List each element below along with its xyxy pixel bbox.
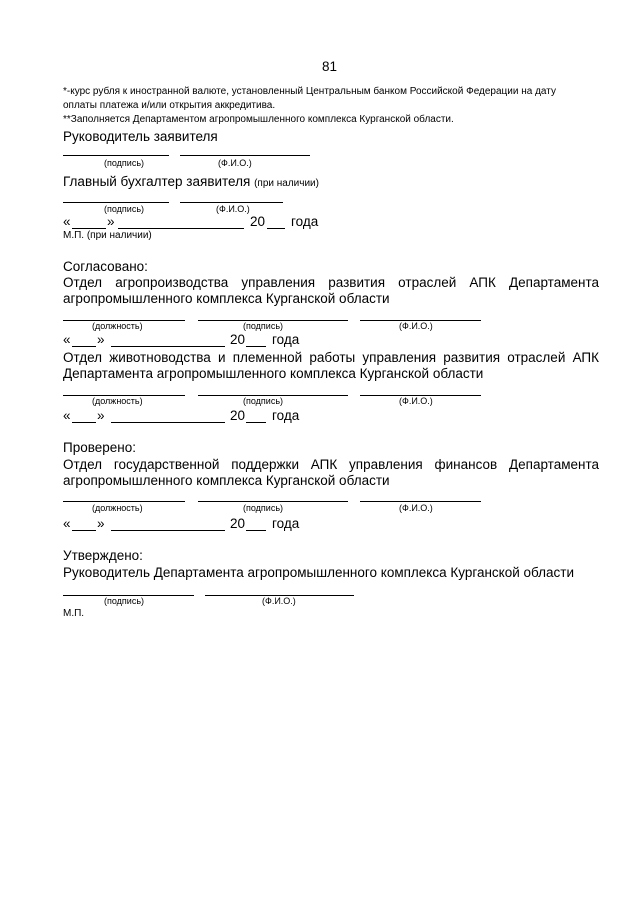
applicant-head-name-label: (Ф.И.О.) bbox=[218, 158, 252, 168]
accountant-title-text: Главный бухгалтер заявителя bbox=[63, 174, 251, 189]
accountant-name-label: (Ф.И.О.) bbox=[216, 204, 250, 214]
page-number: 81 bbox=[322, 59, 338, 74]
agreed-dept2-line2: Департамента агропромышленного комплекса Курганской области bbox=[63, 366, 484, 381]
agreed-dept2-date-open-quote: « bbox=[63, 408, 71, 423]
agreed-dept2-line1: Отдел животноводства и племенной работы управления развития отраслей АПК bbox=[63, 350, 599, 365]
checked-signature-line bbox=[198, 501, 348, 502]
agreed-dept1-date-year-word: года bbox=[272, 332, 300, 347]
approved-title: Руководитель Департамента агропромышленного комплекса Курганской области bbox=[63, 565, 575, 580]
agreed-dept1-signature-label: (подпись) bbox=[243, 321, 284, 331]
approved-stamp: М.П. bbox=[63, 608, 85, 619]
agreed-dept2-date-year-prefix: 20 bbox=[230, 408, 246, 423]
applicant-date-month-line bbox=[118, 228, 244, 229]
agreed-dept1-line2: агропромышленного комплекса Курганской области bbox=[63, 291, 390, 306]
checked-name-label: (Ф.И.О.) bbox=[399, 503, 433, 513]
applicant-stamp: М.П. (при наличии) bbox=[63, 230, 152, 241]
checked-date-day-line bbox=[72, 530, 96, 531]
footnote-department-fill: **Заполняется Департаментом агропромышленного комплекса Курганской области. bbox=[63, 114, 454, 125]
applicant-date-day-line bbox=[72, 228, 106, 229]
agreed-dept1-date-close-quote: » bbox=[97, 332, 105, 347]
checked-dept-line1: Отдел государственной поддержки АПК управления финансов Департамента bbox=[63, 457, 599, 472]
checked-date-month-line bbox=[111, 530, 225, 531]
accountant-signature-label: (подпись) bbox=[104, 204, 145, 214]
accountant-title bbox=[63, 175, 319, 189]
applicant-date-year-line bbox=[267, 228, 285, 229]
checked-date-open-quote: « bbox=[63, 516, 71, 531]
agreed-dept2-date-month-line bbox=[111, 422, 225, 423]
agreed-dept2-date-day-line bbox=[72, 422, 96, 423]
agreed-dept1-line1: Отдел агропроизводства управления развития отраслей АПК Департамента bbox=[63, 275, 599, 290]
checked-signature-label: (подпись) bbox=[243, 503, 284, 513]
checked-date-close-quote: » bbox=[97, 516, 105, 531]
checked-dept-line2: агропромышленного комплекса Курганской области bbox=[63, 473, 390, 488]
agreed-dept1-date-open-quote: « bbox=[63, 332, 71, 347]
applicant-date-year-prefix: 20 bbox=[250, 214, 266, 229]
footnote-exchange-rate-line1: *-курс рубля к иностранной валюте, установленный Центральным банком Российской Федерации на дату bbox=[63, 86, 556, 97]
applicant-head-signature-line bbox=[63, 155, 169, 156]
agreed-dept1-position-label: (должность) bbox=[92, 321, 143, 331]
checked-date-year-prefix: 20 bbox=[230, 516, 246, 531]
agreed-dept2-name-label: (Ф.И.О.) bbox=[399, 396, 433, 406]
checked-name-line bbox=[360, 501, 481, 502]
applicant-head-name-line bbox=[180, 155, 310, 156]
agreed-dept1-date-day-line bbox=[72, 346, 96, 347]
accountant-name-line bbox=[180, 202, 283, 203]
agreed-dept1-date-year-line bbox=[246, 346, 266, 347]
footnote-exchange-rate-line2: оплаты платежа и/или открытия аккредитива. bbox=[63, 100, 276, 111]
applicant-date-open-quote: « bbox=[63, 214, 71, 229]
agreed-dept2-date-close-quote: » bbox=[97, 408, 105, 423]
checked-position-line bbox=[63, 501, 185, 502]
applicant-head-signature-label: (подпись) bbox=[104, 158, 145, 168]
agreed-dept2-date-year-line bbox=[246, 422, 266, 423]
applicant-date-close-quote: » bbox=[107, 214, 115, 229]
checked-heading: Проверено: bbox=[63, 440, 136, 455]
checked-date-year-word: года bbox=[272, 516, 300, 531]
approved-name-label: (Ф.И.О.) bbox=[262, 596, 296, 606]
approved-heading: Утверждено: bbox=[63, 548, 143, 563]
checked-date-year-line bbox=[246, 530, 266, 531]
accountant-signature-line bbox=[63, 202, 169, 203]
checked-position-label: (должность) bbox=[92, 503, 143, 513]
agreed-dept1-date-month-line bbox=[111, 346, 225, 347]
agreed-heading: Согласовано: bbox=[63, 259, 148, 274]
agreed-dept2-date-year-word: года bbox=[272, 408, 300, 423]
agreed-dept1-name-label: (Ф.И.О.) bbox=[399, 321, 433, 331]
applicant-date-year-word: года bbox=[291, 214, 319, 229]
agreed-dept2-position-label: (должность) bbox=[92, 396, 143, 406]
accountant-note: (при наличии) bbox=[254, 178, 319, 189]
applicant-head-title: Руководитель заявителя bbox=[63, 129, 218, 144]
agreed-dept1-date-year-prefix: 20 bbox=[230, 332, 246, 347]
approved-signature-label: (подпись) bbox=[104, 596, 145, 606]
agreed-dept2-signature-label: (подпись) bbox=[243, 396, 284, 406]
